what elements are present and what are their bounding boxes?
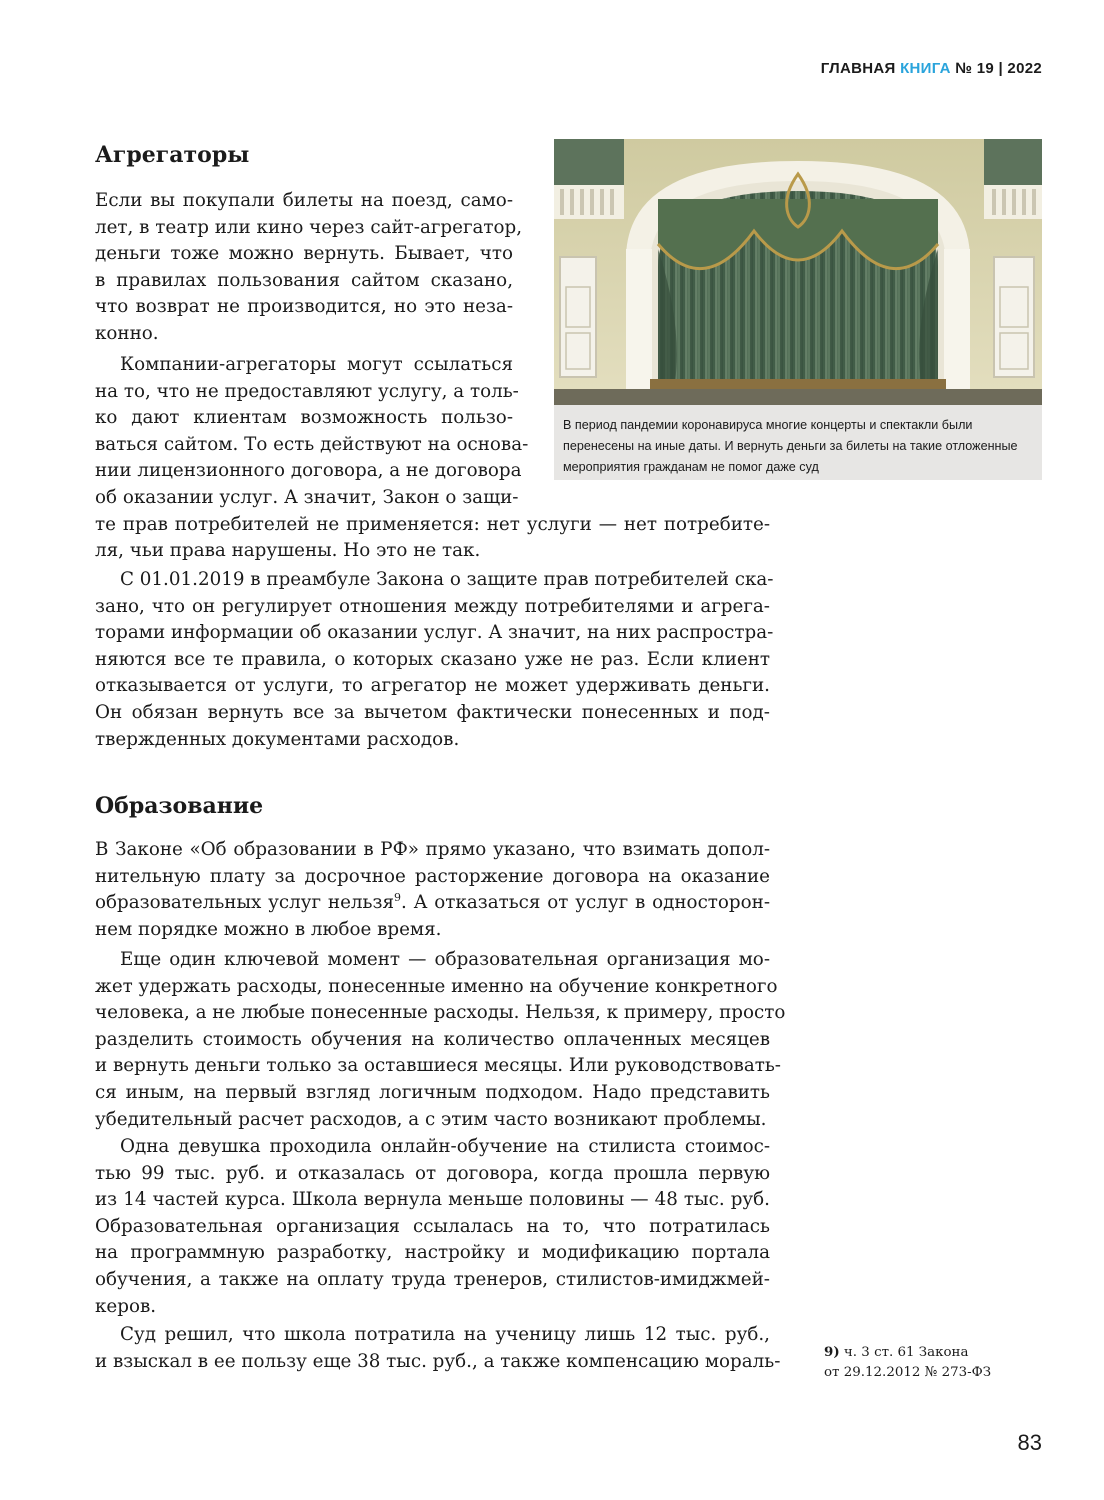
text-line: на программную разработку, настройку и модификацию портала [95, 1242, 770, 1264]
text-line: и вернуть деньги только за оставшиеся месяцы. Или руководствовать- [95, 1055, 781, 1077]
text-line: в правилах пользования сайтом сказано, [95, 269, 513, 291]
brand-main: ГЛАВНАЯ [820, 60, 896, 77]
text-line: В Законе «Об образовании в РФ» прямо указано, что взимать допол- [95, 839, 770, 860]
text-line: человека, а не любые понесенные расходы. Нельзя, к примеру, просто [95, 1002, 786, 1024]
text-line: разделить стоимость обучения на количество оплаченных месяцев [95, 1028, 770, 1050]
text-line: нем порядке можно в любое время. [95, 918, 442, 940]
caption-line: мероприятия гражданам не помог даже суд [563, 460, 819, 474]
footnote-text-line: от 29.12.2012 № 273-ФЗ [824, 1365, 992, 1380]
issue-number: № 19 | 2022 [955, 60, 1042, 77]
footnote-text-line: ч. 3 ст. 61 Закона [843, 1345, 969, 1360]
text-line: убедительный расчет расходов, а с этим часто возникают проблемы. [95, 1108, 767, 1130]
text-line: нительную плату за досрочное расторжение договора на оказание [95, 865, 770, 887]
paragraph-aggregators-1 [95, 188, 523, 348]
text-line: керов. [95, 1295, 157, 1317]
text-line: С 01.01.2019 в преамбуле Закона о защите прав потребителей ска- [120, 569, 774, 590]
paragraph-education-2 [95, 947, 786, 1133]
text-line: обучения, а также на оплату труда тренеров, стилистов-имиджмей- [95, 1268, 770, 1290]
text-line: Он обязан вернуть все за вычетом фактически понесенных и под- [95, 701, 770, 723]
paragraph-aggregators-2 [95, 352, 770, 565]
section-heading-aggregators: Агрегаторы [95, 142, 250, 168]
text-line: Образовательная организация ссылалась на то, что потратилась [95, 1215, 770, 1237]
text-line: Суд решил, что школа потратила на ученицу лишь 12 тыс. руб., [120, 1324, 770, 1345]
text-line: на то, что не предоставляют услугу, а толь- [95, 380, 519, 402]
text-line [95, 890, 770, 917]
text-line: жет удержать расходы, понесенные именно на обучение конкретного [95, 975, 778, 997]
text-line: Если вы покупали билеты на поезд, само- [95, 190, 513, 211]
page-number: 83 [1017, 1430, 1042, 1455]
text-line: ко дают клиентам возможность пользо- [95, 407, 513, 429]
text-line: ваться сайтом. То есть действуют на основа- [95, 433, 529, 455]
footnote-ref: 9 [394, 891, 401, 905]
section-heading-education: Образование [95, 793, 264, 819]
text-line: нии лицензионного договора, а не договора [95, 460, 522, 482]
text-line: те прав потребителей не применяется: нет услуги — нет потребите- [95, 513, 770, 535]
text-line: зано, что он регулирует отношения между потребителями и агрега- [95, 595, 770, 617]
text-line: тью 99 тыс. руб. и отказалась от договора, когда прошла первую [95, 1162, 770, 1184]
text-fragment: . А отказаться от услуг в односторон- [401, 892, 770, 914]
caption-line: В период пандемии коронавируса многие концерты и спектакли были [563, 418, 973, 432]
text-line: твержденных документами расходов. [95, 728, 460, 750]
text-fragment: образовательных услуг нельзя [95, 892, 394, 914]
text-line: деньги тоже можно вернуть. Бывает, что [95, 243, 513, 265]
brand-accent: КНИГА [900, 60, 951, 77]
text-line: отказывается от услуги, то агрегатор не может удерживать деньги. [95, 675, 770, 697]
footnote [824, 1342, 991, 1383]
caption-line: перенесены на иные даты. И вернуть деньги за билеты на такие отложенные [563, 439, 1018, 453]
paragraph-education-3 [95, 1134, 770, 1320]
text-line: Одна девушка проходила онлайн-обучение на стилиста стоимос- [120, 1136, 770, 1157]
text-line: Компании-агрегаторы могут ссылаться [120, 354, 513, 375]
paragraph-education-1 [95, 837, 770, 943]
paragraph-education-4 [95, 1322, 781, 1375]
text-line: ля, чьи права нарушены. Но это не так. [95, 540, 481, 562]
text-line: и взыскал в ее пользу еще 38 тыс. руб., а также компенсацию мораль- [95, 1350, 781, 1372]
text-line: няются все те правила, о которых сказано уже не раз. Если клиент [95, 648, 770, 670]
text-line: Еще один ключевой момент — образовательная организация мо- [120, 949, 770, 970]
text-line: лет, в театр или кино через сайт-агрегатор, [95, 216, 523, 238]
text-line: из 14 частей курса. Школа вернула меньше половины — 48 тыс. руб. [95, 1189, 770, 1211]
text-line: торами информации об оказании услуг. А значит, на них распростра- [95, 622, 774, 644]
text-line: ся иным, на первый взгляд логичным подходом. Надо представить [95, 1081, 770, 1103]
running-header [821, 60, 1042, 77]
footnote-number: 9) [824, 1344, 840, 1360]
paragraph-aggregators-3 [95, 567, 774, 753]
text-line: конно. [95, 322, 159, 344]
text-line: об оказании услуг. А значит, Закон о защи- [95, 486, 519, 508]
text-line: что возврат не производится, но это неза- [95, 296, 513, 318]
